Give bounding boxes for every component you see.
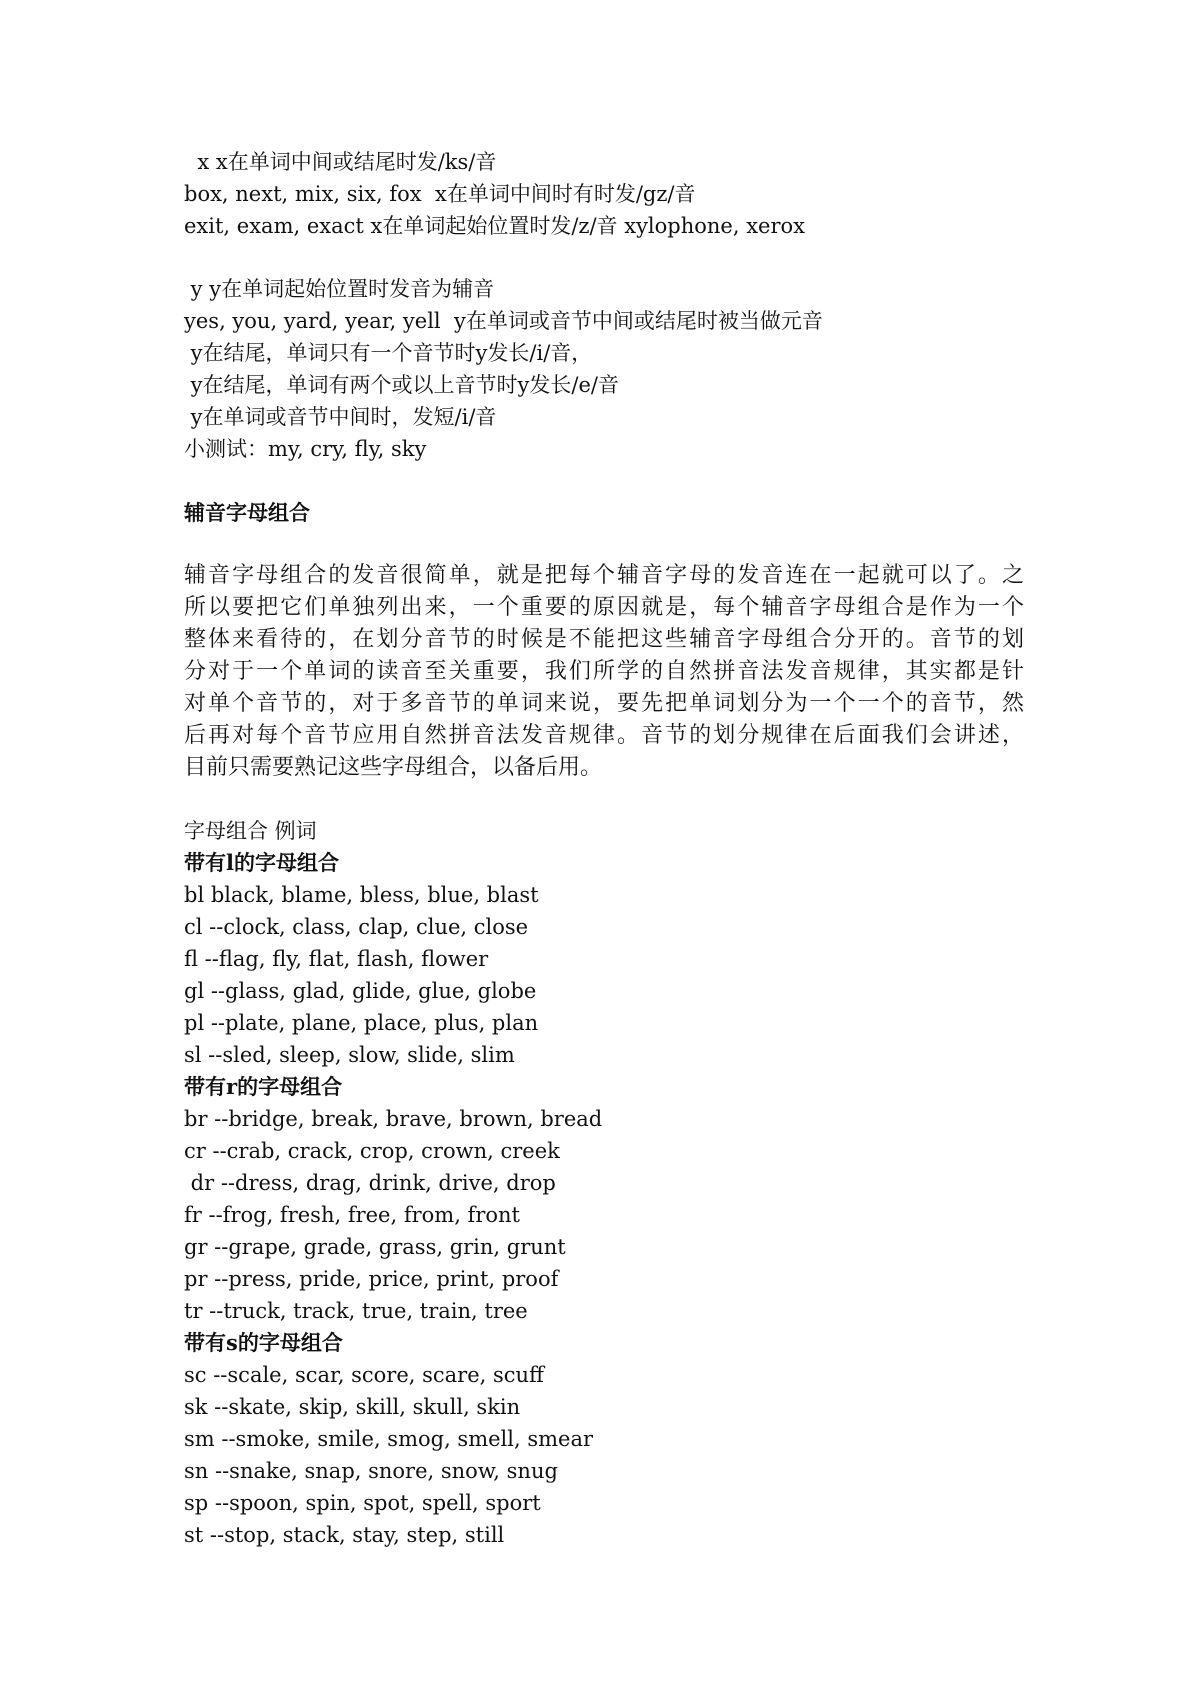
blend-row: cl --clock, class, clap, clue, close (184, 915, 529, 939)
blend-row: sm --smoke, smile, smog, smell, smear (184, 1427, 593, 1451)
blend-row: dr --dress, drag, drink, drive, drop (184, 1171, 556, 1195)
blend-row: fr --frog, fresh, free, from, front (184, 1203, 520, 1227)
table-header: 字母组合 例词 (184, 819, 317, 843)
blend-row: sc --scale, scar, score, scare, scuff (184, 1363, 544, 1387)
y-rule-line: y在结尾，单词只有一个音节时y发长/i/音， (184, 341, 593, 365)
intro-paragraph (184, 560, 1024, 784)
paragraph-line: 整体来看待的，在划分音节的时候是不能把这些辅音字母组合分开的。音节的划 (184, 627, 1024, 652)
blend-row: pr --press, pride, price, print, proof (184, 1267, 559, 1291)
blend-row: st --stop, stack, stay, step, still (184, 1523, 505, 1547)
x-rule-title: x x在单词中间或结尾时发/ks/音 (184, 150, 497, 174)
y-rule-line: yes, you, yard, year, yell y在单词或音节中间或结尾时被当做元音 (184, 309, 823, 333)
y-rule-line: y在单词或音节中间时，发短/i/音 (184, 405, 497, 429)
quiz-line: 小测试：my, cry, fly, sky (184, 437, 427, 461)
paragraph-line: 后再对每个音节应用自然拼音法发音规律。音节的划分规律在后面我们会讲述， (184, 723, 1024, 748)
y-rule-title: y y在单词起始位置时发音为辅音 (184, 277, 495, 301)
group-heading-r: 带有r的字母组合 (184, 1074, 343, 1099)
blend-row: sp --spoon, spin, spot, spell, sport (184, 1491, 541, 1515)
paragraph-line: 对单个音节的，对于多音节的单词来说，要先把单词划分为一个一个的音节，然 (184, 691, 1024, 716)
blend-row: cr --crab, crack, crop, crown, creek (184, 1139, 560, 1163)
blend-row: tr --truck, track, true, train, tree (184, 1299, 528, 1323)
group-heading-s: 带有s的字母组合 (184, 1330, 343, 1355)
blend-row: sn --snake, snap, snore, snow, snug (184, 1459, 558, 1483)
blend-row: fl --flag, fly, flat, flash, flower (184, 947, 489, 971)
y-rule-line: y在结尾，单词有两个或以上音节时y发长/e/音 (184, 373, 619, 397)
blend-row: sk --skate, skip, skill, skull, skin (184, 1395, 521, 1419)
blend-row: gr --grape, grade, grass, grin, grunt (184, 1235, 566, 1259)
blend-row: pl --plate, plane, place, plus, plan (184, 1011, 539, 1035)
paragraph-line: 辅音字母组合的发音很简单，就是把每个辅音字母的发音连在一起就可以了。之 (184, 563, 1024, 588)
paragraph-line: 分对于一个单词的读音至关重要，我们所学的自然拼音法发音规律，其实都是针 (184, 659, 1024, 684)
section-heading: 辅音字母组合 (184, 500, 310, 525)
x-rule-line: box, next, mix, six, fox x在单词中间时有时发/gz/音 (184, 182, 696, 206)
paragraph-line: 所以要把它们单独列出来，一个重要的原因就是，每个辅音字母组合是作为一个 (184, 595, 1024, 620)
group-heading-l: 带有l的字母组合 (184, 850, 339, 875)
paragraph-line: 目前只需要熟记这些字母组合，以备后用。 (184, 755, 603, 780)
blend-row: sl --sled, sleep, slow, slide, slim (184, 1043, 515, 1067)
blend-row: br --bridge, break, brave, brown, bread (184, 1107, 603, 1131)
x-rule-line: exit, exam, exact x在单词起始位置时发/z/音 xylophone, xerox (184, 214, 806, 238)
blend-row: bl black, blame, bless, blue, blast (184, 883, 539, 907)
blend-row: gl --glass, glad, glide, glue, globe (184, 979, 537, 1003)
